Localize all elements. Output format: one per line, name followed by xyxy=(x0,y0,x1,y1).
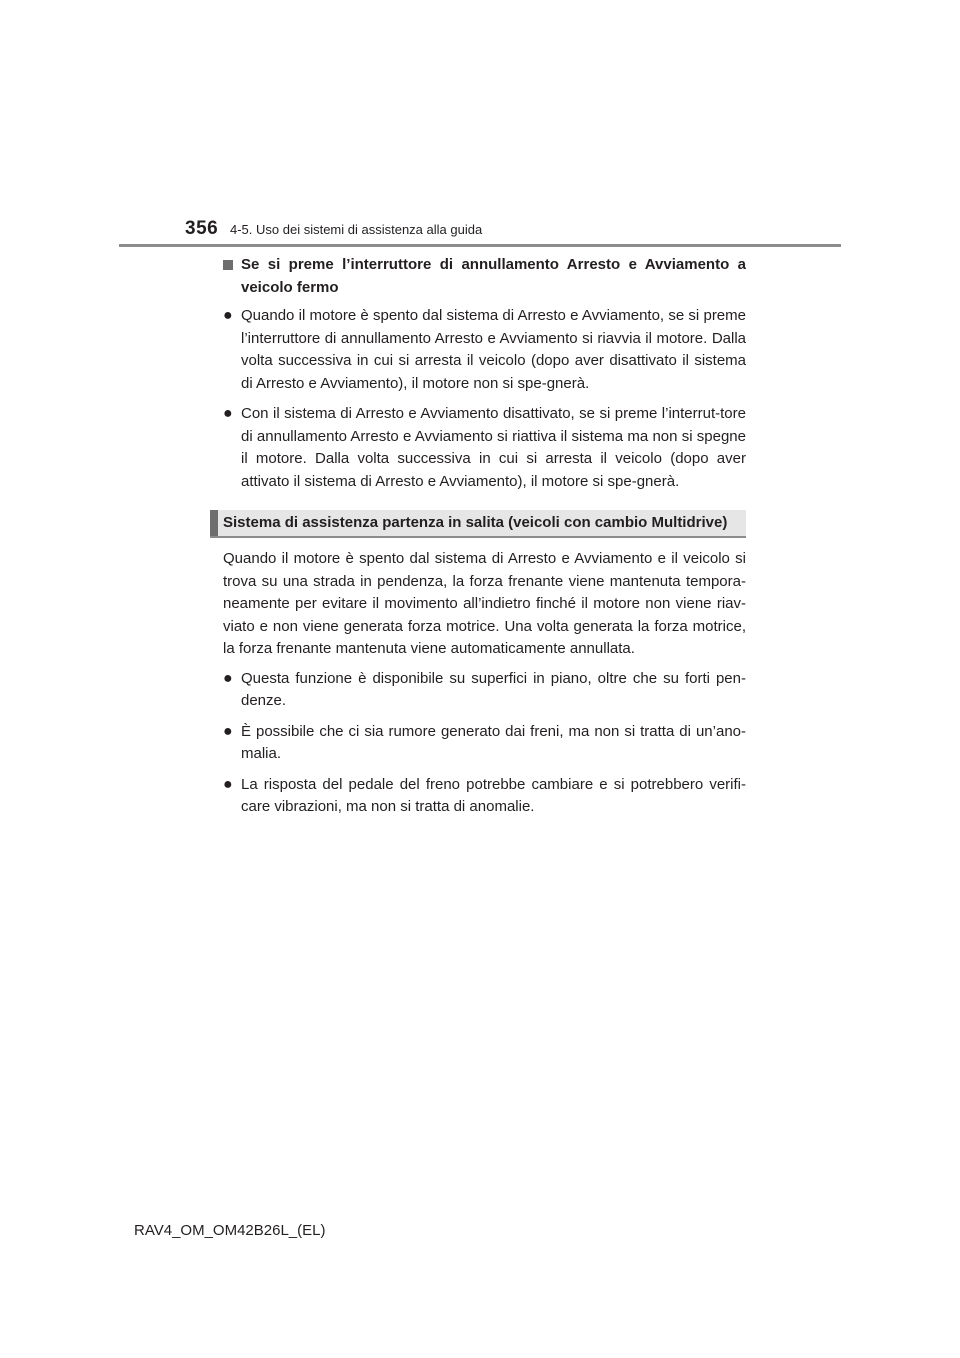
page-number: 356 xyxy=(185,218,219,239)
list-item xyxy=(223,721,746,766)
section-heading-text: Sistema di assistenza partenza in salita (veicoli con cambio Multidrive) xyxy=(223,513,728,531)
page-content xyxy=(223,254,746,827)
bullet-icon: ● xyxy=(223,307,233,324)
header-rule xyxy=(119,244,841,247)
document-code: RAV4_OM_OM42B26L_(EL) xyxy=(134,1222,326,1239)
subsection-heading xyxy=(223,254,746,299)
bullet-text: Con il sistema di Arresto e Avviamento disattivato, se si preme l’interrut-tore di annullamento Arresto e Avviamento si riattiva il sistema ma non si spegne il motore. Dalla volta successiva in cui si arresta il veicolo (dopo aver attivato il sistema di Arresto e Avviamento), il motore si spe-gnerà. xyxy=(241,405,746,490)
bullet-icon: ● xyxy=(223,722,233,740)
subsection-title: Se si preme l’interruttore di annullamento Arresto e Avviamento a veicolo fermo xyxy=(241,256,746,296)
heading-bar xyxy=(210,510,218,536)
bullet-text: Questa funzione è disponibile su superfici in piano, oltre che su forti pen-denze. xyxy=(241,669,746,709)
list-item xyxy=(223,774,746,819)
section-heading xyxy=(210,510,746,538)
list-item xyxy=(223,305,746,395)
bullet-text: Quando il motore è spento dal sistema di Arresto e Avviamento, se si preme l’interruttore di annullamento Arresto e Avviamento si riavvia il motore. Dalla volta successiva in cui si arresta il veicolo (dopo aver disattivato il sistema di Arresto e Avviamento), il motore non si spe-gnerà. xyxy=(241,307,746,392)
bullet-icon: ● xyxy=(223,405,233,422)
running-header: 4-5. Uso dei sistemi di assistenza alla guida xyxy=(230,222,483,237)
list-item xyxy=(223,403,746,493)
list-item xyxy=(223,668,746,713)
bullet-icon: ● xyxy=(223,669,233,687)
section-paragraph: Quando il motore è spento dal sistema di Arresto e Avviamento e il veicolo si trova su una strada in pendenza, la forza frenante viene mantenuta tempora-neamente per evitare il movimento all’indietro finché il motore non viene riav-viato e non viene generata forza motrice. Una volta generata la forza motrice, la forza frenante mantenuta viene automaticamente annullata. xyxy=(223,550,746,657)
bullet-text: La risposta del pedale del freno potrebbe cambiare e si potrebbero verifi-care vibrazioni, ma non si tratta di anomalie. xyxy=(241,775,746,815)
bullet-icon: ● xyxy=(223,775,233,793)
square-marker-icon xyxy=(223,260,233,270)
bullet-text: È possibile che ci sia rumore generato dai freni, ma non si tratta di un’ano-malia. xyxy=(241,722,746,762)
